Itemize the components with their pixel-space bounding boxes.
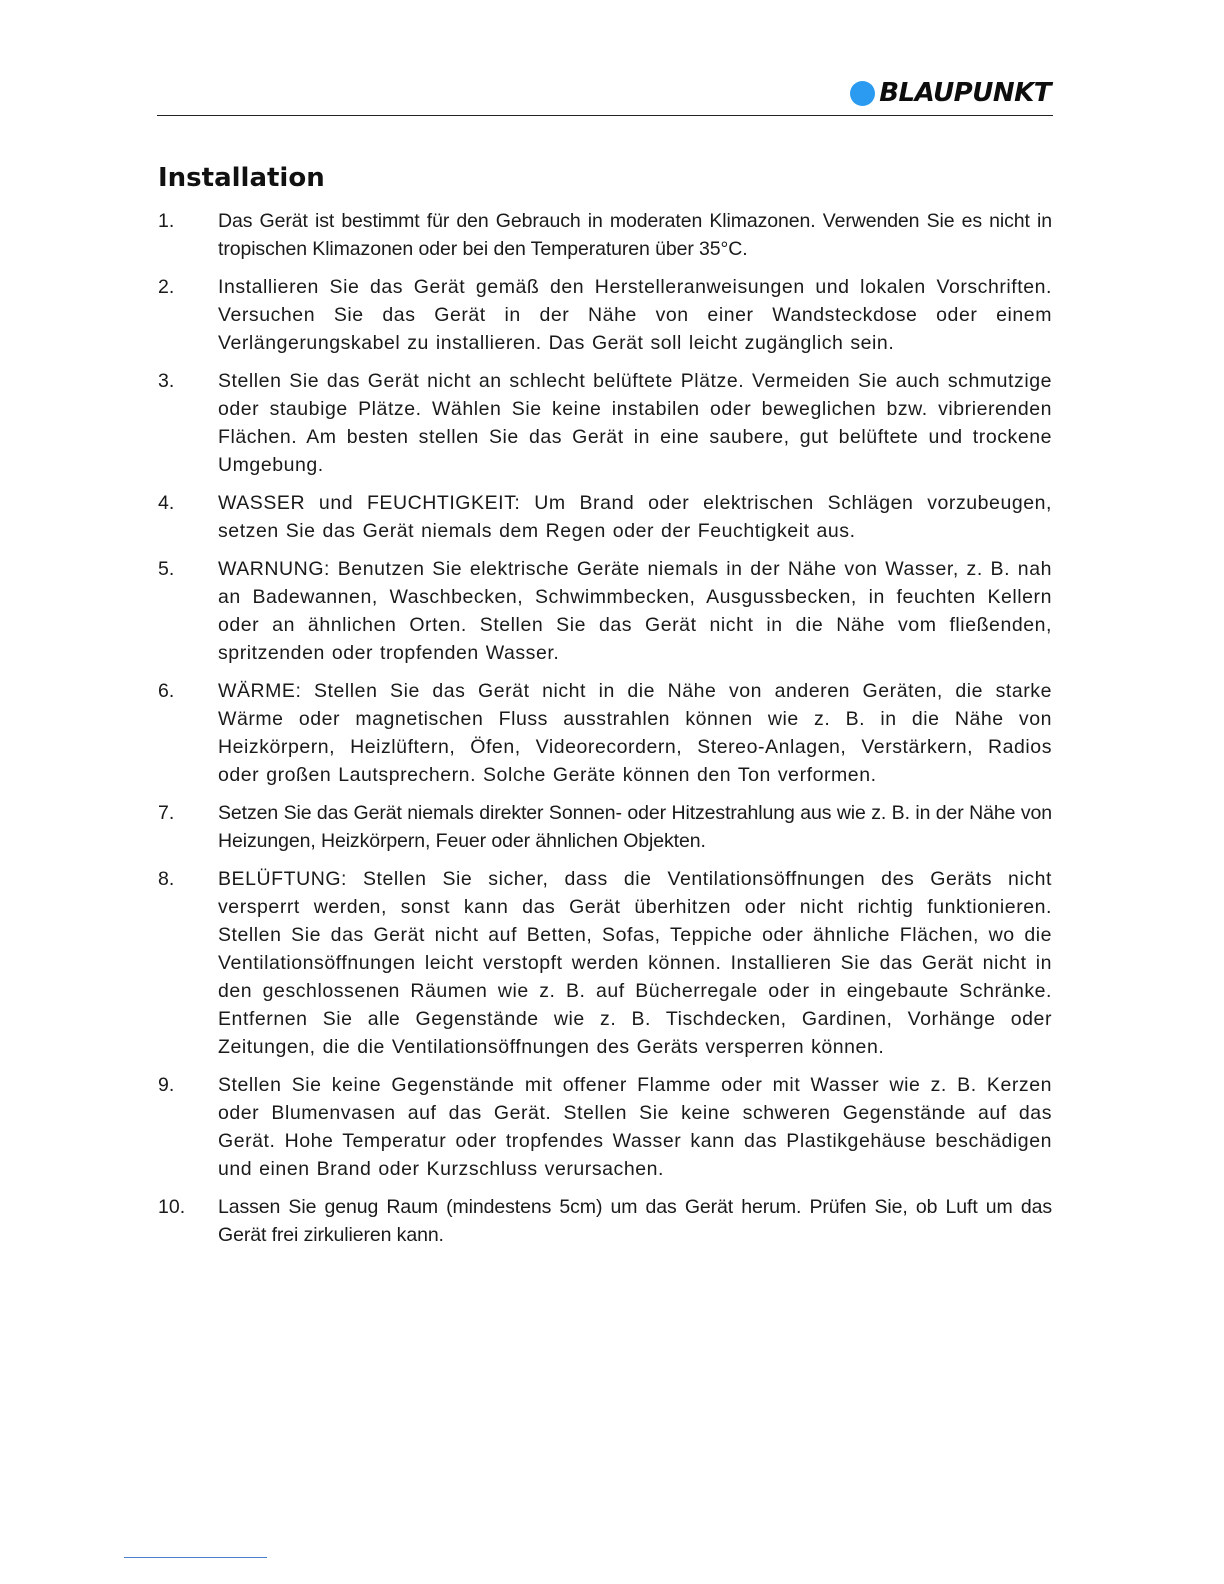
list-item bbox=[158, 1071, 1052, 1183]
list-item bbox=[158, 207, 1052, 263]
item-number: 10. bbox=[158, 1196, 186, 1218]
brand-logo bbox=[850, 78, 1051, 108]
item-number: 3. bbox=[158, 370, 175, 392]
page-header bbox=[157, 72, 1053, 116]
item-number: 8. bbox=[158, 868, 175, 890]
item-text: WASSER und FEUCHTIGKEIT: Um Brand oder elektrischen Schlägen vorzubeugen, setzen Sie das Gerät niemals dem Regen oder der Feuchtigkeit aus. bbox=[218, 492, 1052, 542]
list-item bbox=[158, 1193, 1052, 1249]
brand-dot-icon bbox=[850, 81, 875, 106]
list-item bbox=[158, 367, 1052, 479]
item-text: WARNUNG: Benutzen Sie elektrische Geräte niemals in der Nähe von Wasser, z. B. nah an Badewannen, Waschbecken, Schwimmbecken, Ausgussbecken, in feuchten Kellern oder an ähnlichen Orten. Stellen Sie das Gerät nicht in die Nähe vom fließenden, spritzenden oder tropfenden Wasser. bbox=[218, 558, 1052, 664]
list-item bbox=[158, 489, 1052, 545]
list-item bbox=[158, 799, 1052, 855]
item-number: 9. bbox=[158, 1074, 175, 1096]
item-number: 5. bbox=[158, 558, 175, 580]
list-item bbox=[158, 273, 1052, 357]
item-text: BELÜFTUNG: Stellen Sie sicher, dass die Ventilationsöffnungen des Geräts nicht versperrt werden, sonst kann das Gerät überhitzen oder nicht richtig funktionieren. Stellen Sie das Gerät nicht auf Betten, Sofas, Teppiche oder ähnliche Flächen, wo die Ventilationsöffnungen leicht verstopft werden können. Installieren Sie das Gerät nicht in den geschlossenen Räumen wie z. B. auf Bücherregale oder in eingebaute Schränke. Entfernen Sie alle Gegenstände wie z. B. Tischdecken, Gardinen, Vorhänge oder Zeitungen, die die Ventilationsöffnungen des Geräts versperren können. bbox=[218, 868, 1052, 1058]
section-title: Installation bbox=[158, 163, 325, 193]
item-text: WÄRME: Stellen Sie das Gerät nicht in die Nähe von anderen Geräten, die starke Wärme oder magnetischen Fluss ausstrahlen können wie z. B. in die Nähe von Heizkörpern, Heizlüftern, Öfen, Videorecordern, Stereo-Anlagen, Verstärkern, Radios oder großen Lautsprechern. Solche Geräte können den Ton verformen. bbox=[218, 680, 1052, 786]
item-text: Lassen Sie genug Raum (mindestens 5cm) um das Gerät herum. Prüfen Sie, ob Luft um das Gerät frei zirkulieren kann. bbox=[218, 1196, 1052, 1246]
item-text: Installieren Sie das Gerät gemäß den Herstelleranweisungen und lokalen Vorschriften. Versuchen Sie das Gerät in der Nähe von einer Wandsteckdose oder einem Verlängerungskabel zu installieren. Das Gerät soll leicht zugänglich sein. bbox=[218, 276, 1052, 354]
item-number: 1. bbox=[158, 210, 175, 232]
brand-name: BLAUPUNKT bbox=[879, 78, 1051, 108]
item-text: Stellen Sie keine Gegenstände mit offener Flamme oder mit Wasser wie z. B. Kerzen oder Blumenvasen auf das Gerät. Stellen Sie keine schweren Gegenstände auf das Gerät. Hohe Temperatur oder tropfendes Wasser kann das Plastikgehäuse beschädigen und einen Brand oder Kurzschluss verursachen. bbox=[218, 1074, 1052, 1180]
item-text: Setzen Sie das Gerät niemals direkter Sonnen- oder Hitzestrahlung aus wie z. B. in der Nähe von Heizungen, Heizkörpern, Feuer oder ähnlichen Objekten. bbox=[218, 802, 1052, 852]
list-item bbox=[158, 677, 1052, 789]
item-number: 4. bbox=[158, 492, 175, 514]
item-number: 6. bbox=[158, 680, 175, 702]
list-item bbox=[158, 555, 1052, 667]
item-number: 2. bbox=[158, 276, 175, 298]
list-item bbox=[158, 865, 1052, 1061]
item-text: Das Gerät ist bestimmt für den Gebrauch in moderaten Klimazonen. Verwenden Sie es nicht in tropischen Klimazonen oder bei den Temperaturen über 35°C. bbox=[218, 210, 1052, 260]
installation-list bbox=[158, 207, 1052, 1259]
item-text: Stellen Sie das Gerät nicht an schlecht belüftete Plätze. Vermeiden Sie auch schmutzige oder staubige Plätze. Wählen Sie keine instabilen oder beweglichen bzw. vibrierenden Flächen. Am besten stellen Sie das Gerät in eine saubere, gut belüftete und trockene Umgebung. bbox=[218, 370, 1052, 476]
footer-divider bbox=[124, 1557, 267, 1558]
item-number: 7. bbox=[158, 802, 175, 824]
